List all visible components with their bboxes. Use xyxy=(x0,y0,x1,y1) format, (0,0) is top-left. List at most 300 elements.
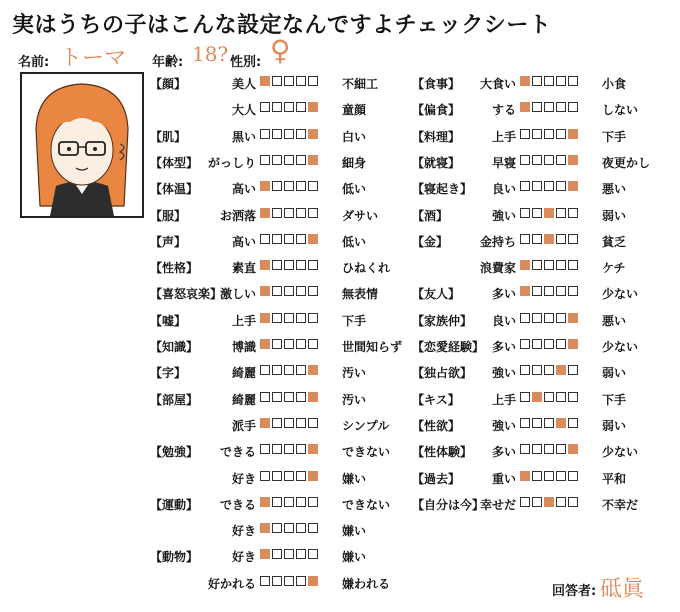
rating-box[interactable] xyxy=(532,339,542,349)
rating-box-selected[interactable] xyxy=(544,234,554,244)
rating-box[interactable] xyxy=(284,129,294,139)
rating-box[interactable] xyxy=(568,365,578,375)
rating-box[interactable] xyxy=(260,576,270,586)
rating-box[interactable] xyxy=(296,365,306,375)
rating-box-selected[interactable] xyxy=(308,392,318,402)
row-right-label: 下手 xyxy=(602,392,627,407)
rating-box[interactable] xyxy=(308,497,318,507)
rating-box[interactable] xyxy=(520,418,530,428)
checklist-row xyxy=(150,125,400,145)
row-left-label: 上手 xyxy=(491,129,516,144)
rating-scale xyxy=(260,392,318,402)
rating-box-selected[interactable] xyxy=(260,208,270,218)
rating-box-selected[interactable] xyxy=(568,313,578,323)
checklist-row xyxy=(150,335,403,355)
rating-box-selected[interactable] xyxy=(308,365,318,375)
rating-box[interactable] xyxy=(556,76,566,86)
row-right-label: 弱い xyxy=(602,366,627,381)
rating-box[interactable] xyxy=(544,444,554,454)
rating-box[interactable] xyxy=(284,339,294,349)
row-left-label: 幸せだ xyxy=(479,497,516,512)
rating-scale xyxy=(260,418,318,428)
rating-box[interactable] xyxy=(284,576,294,586)
rating-box[interactable] xyxy=(308,418,318,428)
rating-scale xyxy=(520,181,578,191)
rating-scale xyxy=(520,208,578,218)
character-portrait xyxy=(20,72,144,218)
rating-box[interactable] xyxy=(556,155,566,165)
rating-box-selected[interactable] xyxy=(568,129,578,139)
row-left-label: 良い xyxy=(491,182,516,197)
rating-box[interactable] xyxy=(544,129,554,139)
rating-box-selected[interactable] xyxy=(308,102,318,112)
rating-box-selected[interactable] xyxy=(520,471,530,481)
rating-box-selected[interactable] xyxy=(308,129,318,139)
row-category: 【勉強】 xyxy=(150,445,199,460)
rating-box[interactable] xyxy=(284,76,294,86)
row-left-label: 激しい xyxy=(219,287,256,302)
rating-box[interactable] xyxy=(532,234,542,244)
rating-box[interactable] xyxy=(544,365,554,375)
checklist-row xyxy=(150,414,400,434)
rating-box[interactable] xyxy=(520,234,530,244)
rating-box[interactable] xyxy=(284,181,294,191)
rating-box[interactable] xyxy=(296,418,306,428)
rating-box[interactable] xyxy=(532,471,542,481)
row-category: 【動物】 xyxy=(150,550,199,565)
rating-box[interactable] xyxy=(260,234,270,244)
rating-box[interactable] xyxy=(284,208,294,218)
rating-box[interactable] xyxy=(272,286,282,296)
rating-box[interactable] xyxy=(260,129,270,139)
rating-box[interactable] xyxy=(308,260,318,270)
rating-box[interactable] xyxy=(520,392,530,402)
rating-box[interactable] xyxy=(260,471,270,481)
row-category: 【喜怒哀楽】 xyxy=(150,287,223,302)
rating-box[interactable] xyxy=(568,102,578,112)
gender-value: ♀ xyxy=(270,34,291,67)
rating-box[interactable] xyxy=(308,549,318,559)
row-right-label: 不幸だ xyxy=(602,497,639,512)
rating-box-selected[interactable] xyxy=(260,313,270,323)
rating-box[interactable] xyxy=(532,76,542,86)
rating-box[interactable] xyxy=(272,129,282,139)
rating-scale xyxy=(260,471,318,481)
row-left-label: 素直 xyxy=(231,261,256,276)
rating-box[interactable] xyxy=(568,286,578,296)
rating-box[interactable] xyxy=(532,129,542,139)
checklist-row xyxy=(412,256,642,276)
rating-scale xyxy=(260,523,318,533)
rating-box[interactable] xyxy=(296,155,306,165)
rating-box[interactable] xyxy=(296,102,306,112)
row-category: 【恋愛経験】 xyxy=(412,340,485,354)
checklist-row xyxy=(412,440,642,460)
rating-box[interactable] xyxy=(284,549,294,559)
rating-scale xyxy=(520,102,578,112)
rating-box[interactable] xyxy=(272,181,282,191)
rating-box[interactable] xyxy=(568,260,578,270)
rating-box[interactable] xyxy=(568,208,578,218)
rating-box[interactable] xyxy=(544,392,554,402)
rating-box[interactable] xyxy=(284,444,294,454)
rating-box[interactable] xyxy=(532,286,542,296)
rating-box[interactable] xyxy=(272,313,282,323)
rating-box[interactable] xyxy=(284,523,294,533)
row-left-label: 高い xyxy=(231,182,256,197)
rating-box[interactable] xyxy=(284,102,294,112)
rating-box[interactable] xyxy=(284,497,294,507)
rating-box[interactable] xyxy=(532,365,542,375)
row-category: 【性欲】 xyxy=(412,418,461,433)
rating-box[interactable] xyxy=(544,76,554,86)
row-left-label: 大人 xyxy=(231,103,256,118)
rating-box[interactable] xyxy=(272,418,282,428)
row-left-label: がっしり xyxy=(207,155,256,170)
rating-box[interactable] xyxy=(308,523,318,533)
row-right-label: ひねくれ xyxy=(342,261,391,276)
rating-scale xyxy=(260,286,318,296)
rating-box-selected[interactable] xyxy=(260,549,270,559)
row-right-label: 弱い xyxy=(602,208,627,223)
row-right-label: 低い xyxy=(342,182,367,197)
age-label: 年齢: xyxy=(152,55,184,70)
row-left-label: 強い xyxy=(491,418,516,433)
rating-box[interactable] xyxy=(556,444,566,454)
row-category: 【独占欲】 xyxy=(412,366,473,381)
row-category: 【金】 xyxy=(412,234,449,249)
row-right-label: 下手 xyxy=(342,313,367,328)
rating-box[interactable] xyxy=(308,208,318,218)
age-value: 18? xyxy=(192,42,229,66)
rating-box[interactable] xyxy=(284,392,294,402)
row-right-label: 汚い xyxy=(342,366,367,381)
rating-box-selected[interactable] xyxy=(568,181,578,191)
checklist-row xyxy=(150,230,400,250)
row-right-label: 低い xyxy=(342,234,367,249)
row-left-label: 高い xyxy=(231,234,256,249)
rating-box[interactable] xyxy=(556,497,566,507)
rating-box[interactable] xyxy=(520,155,530,165)
rating-box[interactable] xyxy=(568,392,578,402)
rating-scale xyxy=(260,76,318,86)
rating-scale xyxy=(260,549,318,559)
rating-box[interactable] xyxy=(556,234,566,244)
rating-box[interactable] xyxy=(260,155,270,165)
rating-box[interactable] xyxy=(544,339,554,349)
rating-scale xyxy=(520,260,578,270)
rating-box[interactable] xyxy=(556,260,566,270)
checklist-row xyxy=(150,309,400,329)
rating-box[interactable] xyxy=(296,339,306,349)
rating-box[interactable] xyxy=(260,392,270,402)
row-category: 【料理】 xyxy=(412,129,461,144)
row-left-label: お洒落 xyxy=(219,208,256,223)
row-right-label: 弱い xyxy=(602,418,627,433)
rating-box[interactable] xyxy=(544,313,554,323)
rating-box[interactable] xyxy=(568,471,578,481)
rating-box-selected[interactable] xyxy=(308,444,318,454)
rating-box[interactable] xyxy=(544,155,554,165)
rating-box[interactable] xyxy=(520,208,530,218)
row-right-label: 嫌い xyxy=(342,524,367,539)
rating-box[interactable] xyxy=(556,286,566,296)
row-left-label: できる xyxy=(219,497,256,512)
row-left-label: 多い xyxy=(491,445,516,460)
rating-box[interactable] xyxy=(296,497,306,507)
rating-box-selected[interactable] xyxy=(260,286,270,296)
rating-box[interactable] xyxy=(308,76,318,86)
row-category: 【食事】 xyxy=(412,77,461,91)
respondent-value: 砥眞 xyxy=(600,577,645,602)
checklist-row xyxy=(412,230,642,250)
checklist-row xyxy=(150,519,400,539)
rating-box[interactable] xyxy=(532,497,542,507)
rating-box[interactable] xyxy=(520,339,530,349)
rating-box-selected[interactable] xyxy=(544,208,554,218)
row-right-label: 世間知らず xyxy=(342,340,403,354)
rating-box-selected[interactable] xyxy=(260,260,270,270)
rating-scale xyxy=(520,444,578,454)
rating-scale xyxy=(520,286,578,296)
rating-box[interactable] xyxy=(544,418,554,428)
rating-box[interactable] xyxy=(296,549,306,559)
rating-box-selected[interactable] xyxy=(520,76,530,86)
rating-box[interactable] xyxy=(272,576,282,586)
rating-box-selected[interactable] xyxy=(568,155,578,165)
rating-box[interactable] xyxy=(272,339,282,349)
row-right-label: 少ない xyxy=(602,340,639,354)
rating-box[interactable] xyxy=(284,260,294,270)
rating-scale xyxy=(260,234,318,244)
rating-box[interactable] xyxy=(532,313,542,323)
rating-box[interactable] xyxy=(556,102,566,112)
rating-box[interactable] xyxy=(296,471,306,481)
row-right-label: 少ない xyxy=(602,287,639,302)
rating-box-selected[interactable] xyxy=(308,471,318,481)
rating-box[interactable] xyxy=(568,76,578,86)
row-category: 【運動】 xyxy=(150,497,199,512)
row-right-label: 下手 xyxy=(602,129,627,144)
row-right-label: 嫌い xyxy=(342,550,367,565)
rating-box[interactable] xyxy=(272,471,282,481)
rating-box-selected[interactable] xyxy=(520,260,530,270)
rating-box[interactable] xyxy=(296,286,306,296)
row-right-label: 細身 xyxy=(342,155,367,170)
rating-box[interactable] xyxy=(520,129,530,139)
rating-box-selected[interactable] xyxy=(260,497,270,507)
rating-box[interactable] xyxy=(568,497,578,507)
rating-box[interactable] xyxy=(272,444,282,454)
rating-box[interactable] xyxy=(544,286,554,296)
row-left-label: 重い xyxy=(491,471,516,486)
row-right-label: ダサい xyxy=(342,208,379,223)
rating-box-selected[interactable] xyxy=(520,102,530,112)
rating-box-selected[interactable] xyxy=(308,234,318,244)
checklist-row xyxy=(412,467,642,487)
rating-box[interactable] xyxy=(272,260,282,270)
rating-box[interactable] xyxy=(532,444,542,454)
rating-box[interactable] xyxy=(272,549,282,559)
rating-box[interactable] xyxy=(556,339,566,349)
rating-box[interactable] xyxy=(296,208,306,218)
rating-box[interactable] xyxy=(532,208,542,218)
rating-box[interactable] xyxy=(260,365,270,375)
rating-box-selected[interactable] xyxy=(260,418,270,428)
rating-scale xyxy=(260,129,318,139)
row-category: 【声】 xyxy=(150,234,187,249)
row-left-label: 多い xyxy=(491,340,516,354)
rating-box-selected[interactable] xyxy=(260,339,270,349)
rating-box[interactable] xyxy=(556,129,566,139)
checklist-row xyxy=(412,72,642,92)
row-left-label: 早寝 xyxy=(491,155,516,170)
rating-box[interactable] xyxy=(556,471,566,481)
rating-scale xyxy=(520,129,578,139)
row-right-label: ケチ xyxy=(602,261,626,276)
rating-box[interactable] xyxy=(272,523,282,533)
rating-box[interactable] xyxy=(544,181,554,191)
rating-box[interactable] xyxy=(272,155,282,165)
rating-box[interactable] xyxy=(272,208,282,218)
rating-box[interactable] xyxy=(296,392,306,402)
checklist-row xyxy=(412,493,642,513)
row-right-label: 無表情 xyxy=(342,287,379,302)
row-right-label: 嫌われる xyxy=(342,576,391,591)
rating-box[interactable] xyxy=(544,260,554,270)
row-left-label: 金持ち xyxy=(479,234,516,249)
rating-box[interactable] xyxy=(520,365,530,375)
row-right-label: シンプル xyxy=(342,418,390,433)
rating-box[interactable] xyxy=(272,392,282,402)
rating-scale xyxy=(520,471,578,481)
rating-box[interactable] xyxy=(296,234,306,244)
rating-box[interactable] xyxy=(296,260,306,270)
rating-box[interactable] xyxy=(260,444,270,454)
row-right-label: 汚い xyxy=(342,392,367,407)
row-category: 【酒】 xyxy=(412,208,449,223)
rating-scale xyxy=(520,234,578,244)
row-left-label: 上手 xyxy=(491,392,516,407)
rating-box-selected[interactable] xyxy=(568,339,578,349)
rating-box[interactable] xyxy=(296,523,306,533)
row-left-label: 綺麗 xyxy=(231,366,256,381)
rating-box-selected[interactable] xyxy=(556,418,566,428)
row-category: 【友人】 xyxy=(412,287,461,302)
rating-box[interactable] xyxy=(284,313,294,323)
row-right-label: 童顔 xyxy=(342,103,367,118)
rating-box[interactable] xyxy=(532,181,542,191)
rating-box[interactable] xyxy=(284,155,294,165)
rating-box-selected[interactable] xyxy=(260,181,270,191)
rating-box-selected[interactable] xyxy=(260,523,270,533)
row-category: 【部屋】 xyxy=(150,392,199,407)
rating-box[interactable] xyxy=(544,471,554,481)
rating-box-selected[interactable] xyxy=(308,576,318,586)
row-left-label: する xyxy=(491,103,516,118)
rating-box[interactable] xyxy=(284,471,294,481)
row-right-label: 不細工 xyxy=(342,77,379,91)
row-right-label: 小食 xyxy=(602,77,627,91)
rating-box[interactable] xyxy=(520,444,530,454)
rating-box[interactable] xyxy=(272,234,282,244)
rating-box[interactable] xyxy=(284,234,294,244)
rating-box[interactable] xyxy=(260,102,270,112)
row-right-label: 貧乏 xyxy=(602,234,627,249)
checklist-row xyxy=(150,72,400,92)
rating-box[interactable] xyxy=(284,365,294,375)
rating-box[interactable] xyxy=(556,313,566,323)
rating-box[interactable] xyxy=(556,392,566,402)
row-category: 【知識】 xyxy=(150,340,199,354)
rating-box[interactable] xyxy=(532,260,542,270)
rating-box[interactable] xyxy=(532,102,542,112)
rating-box-selected[interactable] xyxy=(308,155,318,165)
rating-box[interactable] xyxy=(308,286,318,296)
rating-box[interactable] xyxy=(272,365,282,375)
rating-box[interactable] xyxy=(520,181,530,191)
rating-box[interactable] xyxy=(272,76,282,86)
row-left-label: 上手 xyxy=(231,313,256,328)
rating-box[interactable] xyxy=(556,208,566,218)
rating-box-selected[interactable] xyxy=(568,444,578,454)
row-category: 【寝起き】 xyxy=(412,182,473,197)
rating-box[interactable] xyxy=(284,286,294,296)
name-label: 名前: xyxy=(18,55,50,70)
row-right-label: 悪い xyxy=(602,182,627,197)
rating-box[interactable] xyxy=(272,102,282,112)
row-right-label: できない xyxy=(342,445,391,460)
row-category: 【肌】 xyxy=(150,129,187,144)
rating-box[interactable] xyxy=(308,313,318,323)
rating-box-selected[interactable] xyxy=(260,76,270,86)
rating-box[interactable] xyxy=(532,155,542,165)
rating-box[interactable] xyxy=(284,418,294,428)
rating-box[interactable] xyxy=(520,313,530,323)
rating-box-selected[interactable] xyxy=(520,286,530,296)
rating-box[interactable] xyxy=(296,181,306,191)
rating-box[interactable] xyxy=(520,497,530,507)
rating-box[interactable] xyxy=(556,181,566,191)
row-left-label: 黒い xyxy=(231,129,256,144)
rating-box-selected[interactable] xyxy=(556,365,566,375)
checklist-row xyxy=(412,204,642,224)
rating-box[interactable] xyxy=(308,181,318,191)
row-left-label: 強い xyxy=(491,366,516,381)
rating-box[interactable] xyxy=(296,129,306,139)
row-category: 【体温】 xyxy=(150,182,199,197)
rating-box[interactable] xyxy=(296,576,306,586)
rating-box[interactable] xyxy=(308,339,318,349)
rating-box[interactable] xyxy=(296,76,306,86)
row-category: 【家族仲】 xyxy=(412,313,473,328)
rating-scale xyxy=(520,76,578,86)
rating-box[interactable] xyxy=(544,102,554,112)
rating-box[interactable] xyxy=(296,313,306,323)
rating-box[interactable] xyxy=(568,418,578,428)
rating-box[interactable] xyxy=(296,444,306,454)
rating-box[interactable] xyxy=(532,418,542,428)
checklist-row xyxy=(412,361,642,381)
checklist-row xyxy=(150,545,400,565)
rating-box[interactable] xyxy=(568,234,578,244)
rating-scale xyxy=(260,181,318,191)
rating-box-selected[interactable] xyxy=(532,392,542,402)
row-left-label: 大食い xyxy=(479,77,516,91)
row-left-label: 好き xyxy=(231,471,256,486)
rating-box[interactable] xyxy=(272,497,282,507)
rating-box-selected[interactable] xyxy=(544,497,554,507)
